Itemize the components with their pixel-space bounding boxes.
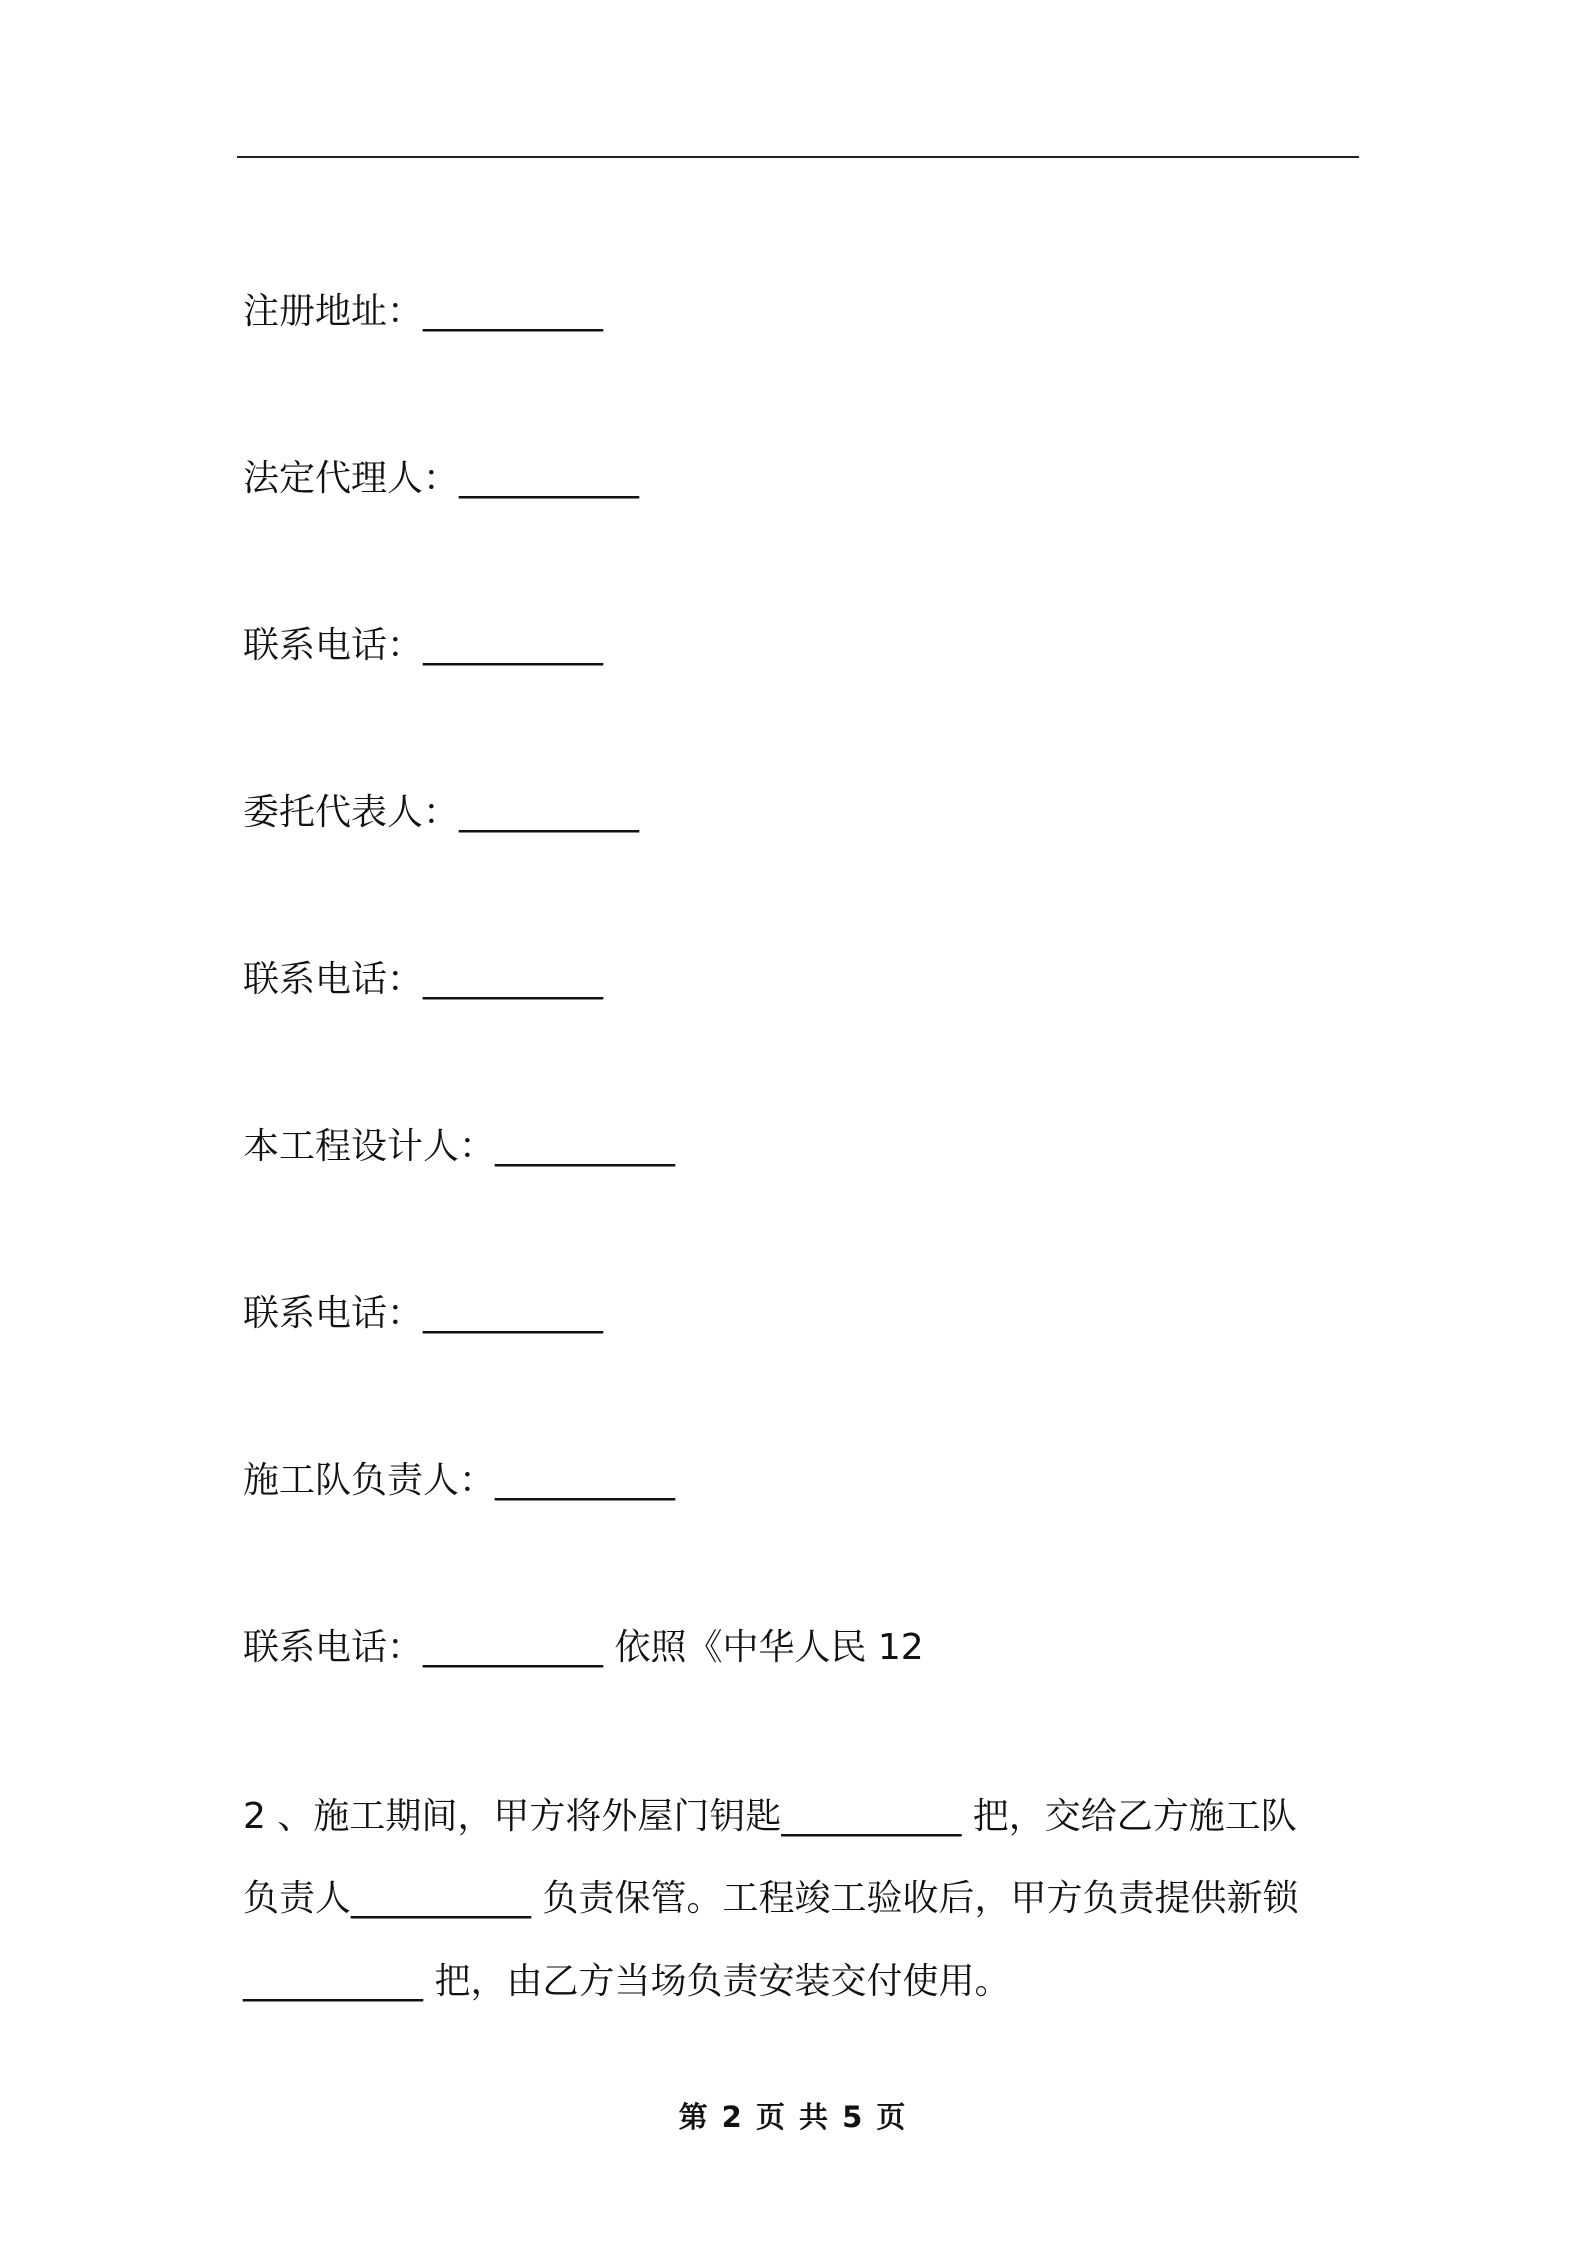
paragraph-line-2: 负责人__________ 负责保管。工程竣工验收后，甲方负责提供新锁 [243, 1878, 1299, 1919]
field-contact-phone-4: 联系电话：__________ 依照《中华人民 12 [243, 1627, 924, 1668]
header-rule [237, 156, 1359, 158]
field-authorized-representative: 委托代表人：__________ [243, 792, 640, 833]
field-project-designer: 本工程设计人：__________ [243, 1126, 676, 1167]
paragraph-line-3: __________ 把，由乙方当场负责安装交付使用。 [243, 1961, 1011, 2002]
field-construction-team-leader: 施工队负责人：__________ [243, 1460, 676, 1501]
field-registered-address: 注册地址：__________ [243, 291, 604, 332]
field-contact-phone-2: 联系电话：__________ [243, 959, 604, 1000]
paragraph-line-1: 2 、施工期间，甲方将外屋门钥匙__________ 把，交给乙方施工队 [243, 1796, 1297, 1837]
page-number-footer: 第 2 页 共 5 页 [678, 2100, 908, 2134]
field-contact-phone-1: 联系电话：__________ [243, 625, 604, 666]
field-legal-representative: 法定代理人：__________ [243, 458, 640, 499]
field-contact-phone-3: 联系电话：__________ [243, 1293, 604, 1334]
